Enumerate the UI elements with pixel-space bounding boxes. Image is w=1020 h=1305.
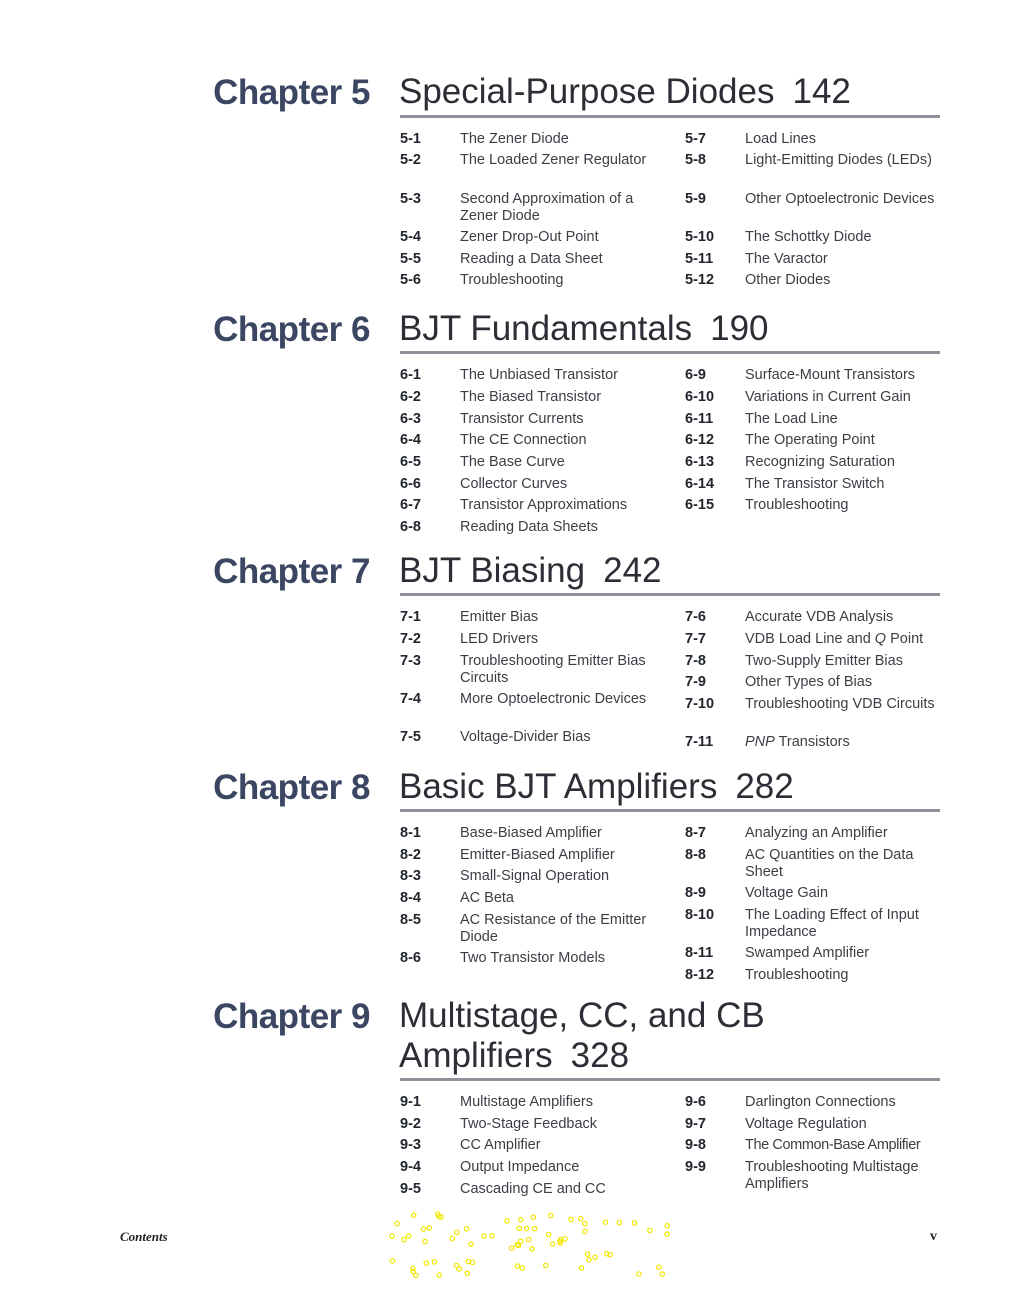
section-title: Darlington Connections <box>745 1094 896 1110</box>
decorative-dot <box>531 1215 535 1219</box>
section-title: Reading a Data Sheet <box>460 251 603 267</box>
decorative-dot <box>390 1259 394 1263</box>
section-number: 8-5 <box>400 912 421 928</box>
decorative-dot <box>587 1258 591 1262</box>
section-number: 5-4 <box>400 229 421 245</box>
decorative-dot <box>424 1261 428 1265</box>
section-number: 5-10 <box>685 229 715 245</box>
section-title: Multistage Amplifiers <box>460 1094 593 1110</box>
section-number: 5-8 <box>685 152 706 168</box>
chapter-label: Chapter 6 <box>213 310 370 349</box>
decorative-dot <box>509 1246 513 1250</box>
decorative-dot <box>632 1221 636 1225</box>
section-title: Troubleshooting VDB Circuits <box>745 696 935 712</box>
section-number: 6-9 <box>685 367 706 383</box>
decorative-dot <box>660 1272 664 1276</box>
chapter-label: Chapter 8 <box>213 768 370 807</box>
section-number: 6-12 <box>685 432 715 448</box>
section-number: 5-5 <box>400 251 421 267</box>
section-number: 5-7 <box>685 131 706 147</box>
decorative-dot <box>524 1226 528 1230</box>
section-title: The Load Line <box>745 411 838 427</box>
section-number: 7-7 <box>685 631 706 647</box>
section-title: Collector Curves <box>460 476 568 492</box>
chapter-title <box>399 996 940 1076</box>
decorative-dot <box>437 1273 441 1277</box>
section-number: 9-6 <box>685 1094 706 1110</box>
chapter-page-number: 282 <box>735 767 794 806</box>
section-number: 8-4 <box>400 890 421 906</box>
section-number: 8-8 <box>685 847 706 863</box>
decorative-dot <box>406 1234 410 1238</box>
section-number: 6-3 <box>400 411 421 427</box>
decorative-dot <box>482 1234 486 1238</box>
decorative-dot <box>657 1265 661 1269</box>
section-title: The Common-Base Amplifier <box>745 1137 921 1153</box>
section-title: Troubleshooting <box>460 272 564 288</box>
section-number: 7-3 <box>400 653 421 669</box>
section-title: Emitter-Biased Amplifier <box>460 847 615 863</box>
section-number: 6-6 <box>400 476 421 492</box>
section-number: 7-9 <box>685 674 706 690</box>
chapter-page-number: 142 <box>792 72 851 111</box>
section-title: Second Approximation of a Zener Diode <box>460 191 634 224</box>
chapter-title: BJT Biasing 242 <box>399 551 662 590</box>
section-number: 8-12 <box>685 967 715 983</box>
section-title: Other Optoelectronic Devices <box>745 191 935 207</box>
decorative-dot <box>526 1238 530 1242</box>
decorative-dot <box>465 1271 469 1275</box>
section-number: 9-9 <box>685 1159 706 1175</box>
footer-section-label: Contents <box>120 1229 168 1244</box>
section-title: The Operating Point <box>745 432 875 448</box>
decorative-dot <box>520 1266 524 1270</box>
decorative-dot <box>579 1217 583 1221</box>
decorative-dot <box>549 1213 553 1217</box>
section-title: Emitter Bias <box>460 609 539 625</box>
section-title: AC Resistance of the Emitter Diode <box>460 912 647 945</box>
section-number: 9-1 <box>400 1094 421 1110</box>
chapter-rule <box>400 809 940 812</box>
decorative-dot <box>544 1263 548 1267</box>
section-title: Troubleshooting <box>745 967 849 983</box>
section-number: 5-11 <box>685 251 714 267</box>
section-number: 6-10 <box>685 389 715 405</box>
section-title: Two-Stage Feedback <box>460 1116 598 1132</box>
decorative-dot <box>402 1237 406 1241</box>
decorative-dot <box>454 1263 458 1267</box>
section-number: 7-8 <box>685 653 706 669</box>
section-number: 8-7 <box>685 825 706 841</box>
section-number: 6-8 <box>400 519 421 535</box>
decorative-dot <box>665 1224 669 1228</box>
decorative-dot <box>593 1255 597 1259</box>
section-number: 8-9 <box>685 885 706 901</box>
chapter-label: Chapter 7 <box>213 552 370 591</box>
decorative-dot <box>414 1273 418 1277</box>
section-number: 5-2 <box>400 152 421 168</box>
decorative-dot <box>505 1219 509 1223</box>
decorative-dot <box>583 1222 587 1226</box>
section-number: 6-4 <box>400 432 421 448</box>
section-number: 6-7 <box>400 497 421 513</box>
section-title: The Loaded Zener Regulator <box>460 152 647 168</box>
section-title: Other Types of Bias <box>745 674 873 690</box>
decorative-dot <box>390 1234 394 1238</box>
section-number: 5-1 <box>400 131 421 147</box>
section-title: Troubleshooting <box>745 497 849 513</box>
chapter-title-line-1: Multistage, CC, and CB <box>399 996 765 1035</box>
section-title: The Transistor Switch <box>745 476 885 492</box>
section-number: 9-7 <box>685 1116 706 1132</box>
chapter-page-number: 328 <box>570 1036 630 1075</box>
section-number: 8-1 <box>400 825 421 841</box>
section-title: Zener Drop-Out Point <box>460 229 599 245</box>
section-title: Two Transistor Models <box>460 950 606 966</box>
section-number: 7-6 <box>685 609 706 625</box>
chapter-rule <box>400 1078 940 1081</box>
section-title: CC Amplifier <box>460 1137 541 1153</box>
section-title: Troubleshooting Multistage Amplifiers <box>745 1159 919 1192</box>
section-title: Reading Data Sheets <box>460 519 598 535</box>
section-title: AC Beta <box>460 890 514 906</box>
chapter-label: Chapter 9 <box>213 997 370 1036</box>
section-number: 7-2 <box>400 631 421 647</box>
section-title: Accurate VDB Analysis <box>745 609 894 625</box>
section-title: Transistor Approximations <box>460 497 628 513</box>
section-title: Voltage Regulation <box>745 1116 867 1132</box>
section-title: Cascading CE and CC <box>460 1181 606 1197</box>
section-title: Voltage Gain <box>745 885 829 901</box>
decorative-dot <box>421 1227 425 1231</box>
section-title: Analyzing an Amplifier <box>745 825 888 841</box>
section-number: 6-11 <box>685 411 714 427</box>
chapter-rule <box>400 593 940 596</box>
decorative-dot-pattern <box>385 1210 685 1280</box>
section-number: 7-11 <box>685 734 714 750</box>
section-title: The Loading Effect of Input Impedance <box>745 907 919 940</box>
chapter-rule <box>400 115 940 118</box>
chapter-title-line-2: Amplifiers 328 <box>399 1036 630 1075</box>
section-title: Troubleshooting Emitter Bias Circuits <box>460 653 646 686</box>
section-title: The CE Connection <box>460 432 587 448</box>
section-title: AC Quantities on the Data Sheet <box>745 847 914 880</box>
decorative-dot <box>455 1230 459 1234</box>
section-number: 9-4 <box>400 1159 421 1175</box>
chapter-title: Special-Purpose Diodes 142 <box>399 72 851 111</box>
section-title: Surface-Mount Transistors <box>745 367 916 383</box>
section-title: Other Diodes <box>745 272 831 288</box>
section-title: The Biased Transistor <box>460 389 602 405</box>
section-number: 6-15 <box>685 497 715 513</box>
section-title: Output Impedance <box>460 1159 580 1175</box>
section-number: 6-2 <box>400 389 421 405</box>
section-title: The Varactor <box>745 251 828 267</box>
section-number: 5-9 <box>685 191 706 207</box>
chapter-title: BJT Fundamentals 190 <box>399 309 769 348</box>
section-number: 5-3 <box>400 191 421 207</box>
decorative-dot <box>423 1239 427 1243</box>
chapter-rule <box>400 351 940 354</box>
decorative-dot <box>648 1228 652 1232</box>
decorative-dot <box>550 1242 554 1246</box>
section-title: The Schottky Diode <box>745 229 872 245</box>
section-number: 8-11 <box>685 945 714 961</box>
section-number: 5-12 <box>685 272 715 288</box>
decorative-dot <box>515 1264 519 1268</box>
decorative-dot <box>517 1226 521 1230</box>
section-title: Transistor Currents <box>460 411 584 427</box>
section-number: 5-6 <box>400 272 421 288</box>
section-title: Light-Emitting Diodes (LEDs) <box>745 152 932 168</box>
section-title: The Base Curve <box>460 454 565 470</box>
decorative-dot <box>637 1272 641 1276</box>
decorative-dot <box>546 1232 550 1236</box>
decorative-dot <box>617 1220 621 1224</box>
section-title: The Zener Diode <box>460 131 569 147</box>
section-number: 6-1 <box>400 367 421 383</box>
decorative-dot <box>583 1229 587 1233</box>
section-number: 9-5 <box>400 1181 421 1197</box>
section-number: 8-10 <box>685 907 715 923</box>
section-title: Swamped Amplifier <box>745 945 870 961</box>
section-title: Voltage-Divider Bias <box>460 729 591 745</box>
section-number: 7-1 <box>400 609 421 625</box>
decorative-dot <box>450 1236 454 1240</box>
section-number: 8-3 <box>400 868 421 884</box>
section-number: 9-2 <box>400 1116 421 1132</box>
section-title: More Optoelectronic Devices <box>460 691 647 707</box>
decorative-dot <box>579 1266 583 1270</box>
decorative-dot <box>603 1220 607 1224</box>
section-title: Base-Biased Amplifier <box>460 825 602 841</box>
decorative-dot <box>665 1232 669 1236</box>
section-number: 6-13 <box>685 454 715 470</box>
decorative-dot <box>412 1213 416 1217</box>
decorative-dot <box>519 1239 523 1243</box>
decorative-dot <box>469 1242 473 1246</box>
section-number: 8-6 <box>400 950 421 966</box>
section-number: 9-3 <box>400 1137 421 1153</box>
section-title: Variations in Current Gain <box>745 389 911 405</box>
section-number: 7-10 <box>685 696 715 712</box>
section-number: 7-4 <box>400 691 421 707</box>
decorative-dot <box>585 1252 589 1256</box>
decorative-dot <box>490 1234 494 1238</box>
section-title: Small-Signal Operation <box>460 868 610 884</box>
chapter-page-number: 190 <box>710 309 769 348</box>
section-number: 8-2 <box>400 847 421 863</box>
section-title: Recognizing Saturation <box>745 454 895 470</box>
section-number: 6-14 <box>685 476 715 492</box>
decorative-dot <box>395 1221 399 1225</box>
decorative-dot <box>427 1226 431 1230</box>
decorative-dot <box>464 1227 468 1231</box>
chapter-page-number: 242 <box>603 551 662 590</box>
section-title: The Unbiased Transistor <box>460 367 618 383</box>
section-title: Load Lines <box>745 131 816 147</box>
footer-page-number: v <box>930 1229 937 1244</box>
decorative-dot <box>569 1217 573 1221</box>
section-title: LED Drivers <box>460 631 539 647</box>
section-title: PNP Transistors <box>745 734 850 750</box>
section-number: 6-5 <box>400 454 421 470</box>
section-title: Two-Supply Emitter Bias <box>745 653 903 669</box>
section-number: 9-8 <box>685 1137 706 1153</box>
decorative-dot <box>532 1226 536 1230</box>
section-number: 7-5 <box>400 729 421 745</box>
section-title: VDB Load Line and Q Point <box>745 631 924 647</box>
decorative-dot <box>432 1260 436 1264</box>
chapter-title: Basic BJT Amplifiers 282 <box>399 767 794 806</box>
decorative-dot <box>518 1217 522 1221</box>
decorative-dot <box>530 1247 534 1251</box>
chapter-label: Chapter 5 <box>213 73 370 112</box>
